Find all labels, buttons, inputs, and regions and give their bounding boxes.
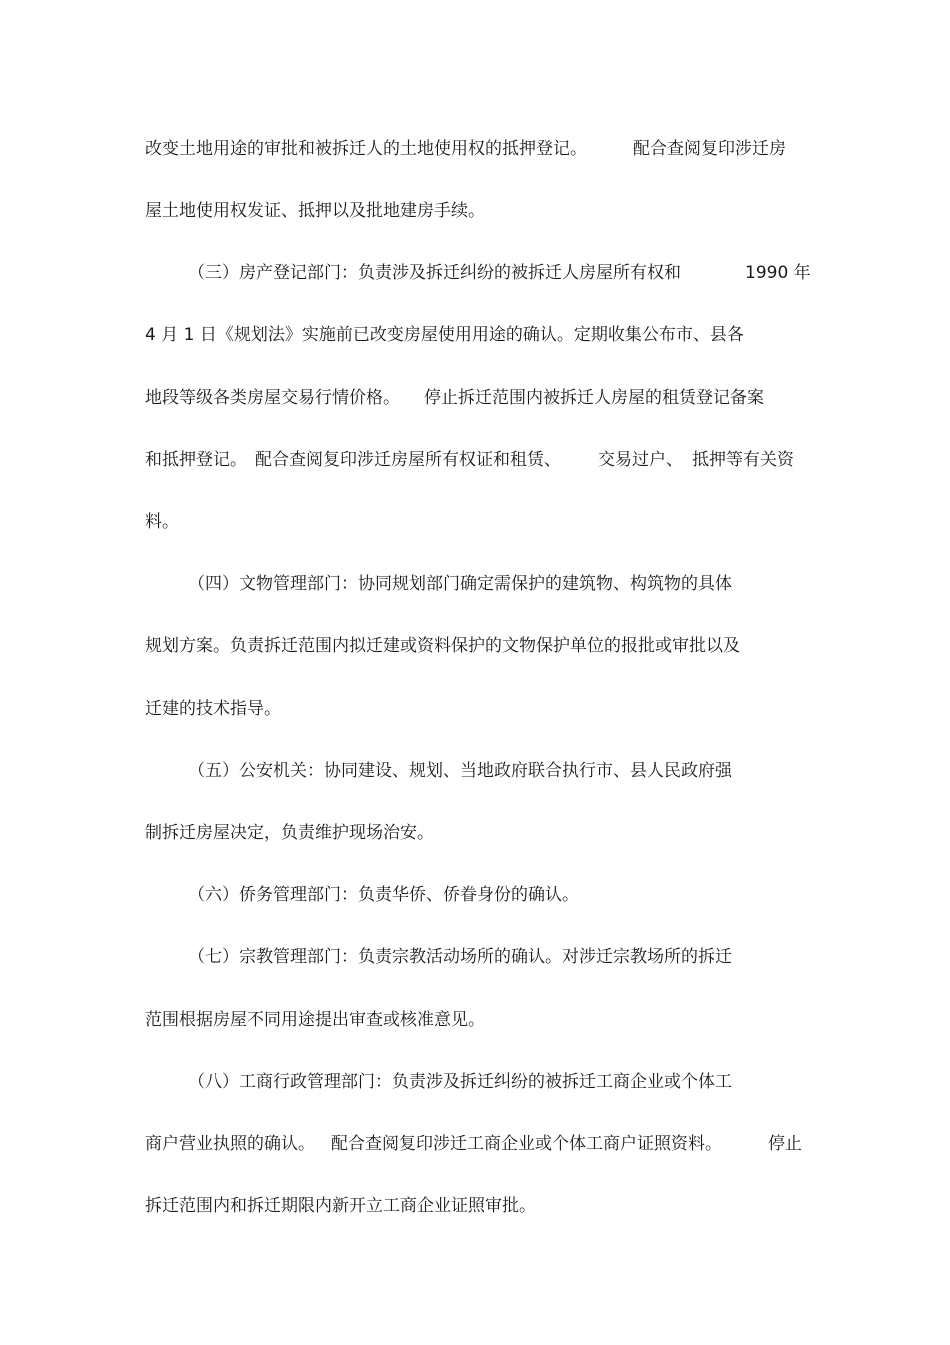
text-segment: 料。 <box>145 512 179 532</box>
text-segment: 4 月 1 日《规划法》实施前已改变房屋使用用途的确认。定期收集公布市、县各 <box>145 325 744 345</box>
text-segment: 改变土地用途的审批和被拆迁人的土地使用权的抵押登记。 <box>145 139 587 159</box>
text-segment: 1990 年 <box>745 263 811 283</box>
text-segment: （七）宗教管理部门：负责宗教活动场所的确认。对涉迁宗教场所的拆迁 <box>188 947 732 967</box>
text-line <box>0 756 950 786</box>
text-line <box>0 134 950 164</box>
text-segment: 迁建的技术指导。 <box>145 699 281 719</box>
text-line <box>0 507 950 537</box>
text-line <box>0 258 950 288</box>
text-segment: 制拆迁房屋决定，负责维护现场治安。 <box>145 823 434 843</box>
text-line <box>0 1129 950 1159</box>
text-segment: 屋土地使用权发证、抵押以及批地建房手续。 <box>145 201 485 221</box>
text-segment: 交易过户、 <box>598 450 683 470</box>
text-line <box>0 818 950 848</box>
text-segment: 停止 <box>768 1134 802 1154</box>
text-line <box>0 1067 950 1097</box>
text-line <box>0 631 950 661</box>
text-line <box>0 569 950 599</box>
text-line <box>0 1005 950 1035</box>
text-line <box>0 320 950 350</box>
text-line <box>0 1191 950 1221</box>
text-segment: 配合查阅复印涉迁房屋所有权证和租赁、 <box>255 450 561 470</box>
text-segment: 拆迁范围内和拆迁期限内新开立工商企业证照审批。 <box>145 1196 536 1216</box>
text-line <box>0 196 950 226</box>
text-segment: （五）公安机关：协同建设、规划、当地政府联合执行市、县人民政府强 <box>188 761 732 781</box>
text-segment: 停止拆迁范围内被拆迁人房屋的租赁登记备案 <box>424 388 764 408</box>
text-segment: 配合查阅复印涉迁房 <box>633 139 786 159</box>
text-segment: 配合查阅复印涉迁工商企业或个体工商户证照资料。 <box>331 1134 722 1154</box>
text-segment: 抵押等有关资 <box>692 450 794 470</box>
text-line <box>0 445 950 475</box>
text-segment: 规划方案。负责拆迁范围内拟迁建或资料保护的文物保护单位的报批或审批以及 <box>145 636 740 656</box>
text-segment: （四）文物管理部门：协同规划部门确定需保护的建筑物、构筑物的具体 <box>188 574 732 594</box>
text-line <box>0 942 950 972</box>
text-segment: 范围根据房屋不同用途提出审查或核准意见。 <box>145 1010 485 1030</box>
text-line <box>0 694 950 724</box>
text-line <box>0 383 950 413</box>
text-segment: （六）侨务管理部门：负责华侨、侨眷身份的确认。 <box>188 885 579 905</box>
text-segment: （三）房产登记部门：负责涉及拆迁纠纷的被拆迁人房屋所有权和 <box>188 263 681 283</box>
text-segment: 商户营业执照的确认。 <box>145 1134 315 1154</box>
text-line <box>0 880 950 910</box>
text-segment: 地段等级各类房屋交易行情价格。 <box>145 388 400 408</box>
text-segment: 和抵押登记。 <box>145 450 247 470</box>
text-segment: （八）工商行政管理部门：负责涉及拆迁纠纷的被拆迁工商企业或个体工 <box>188 1072 732 1092</box>
